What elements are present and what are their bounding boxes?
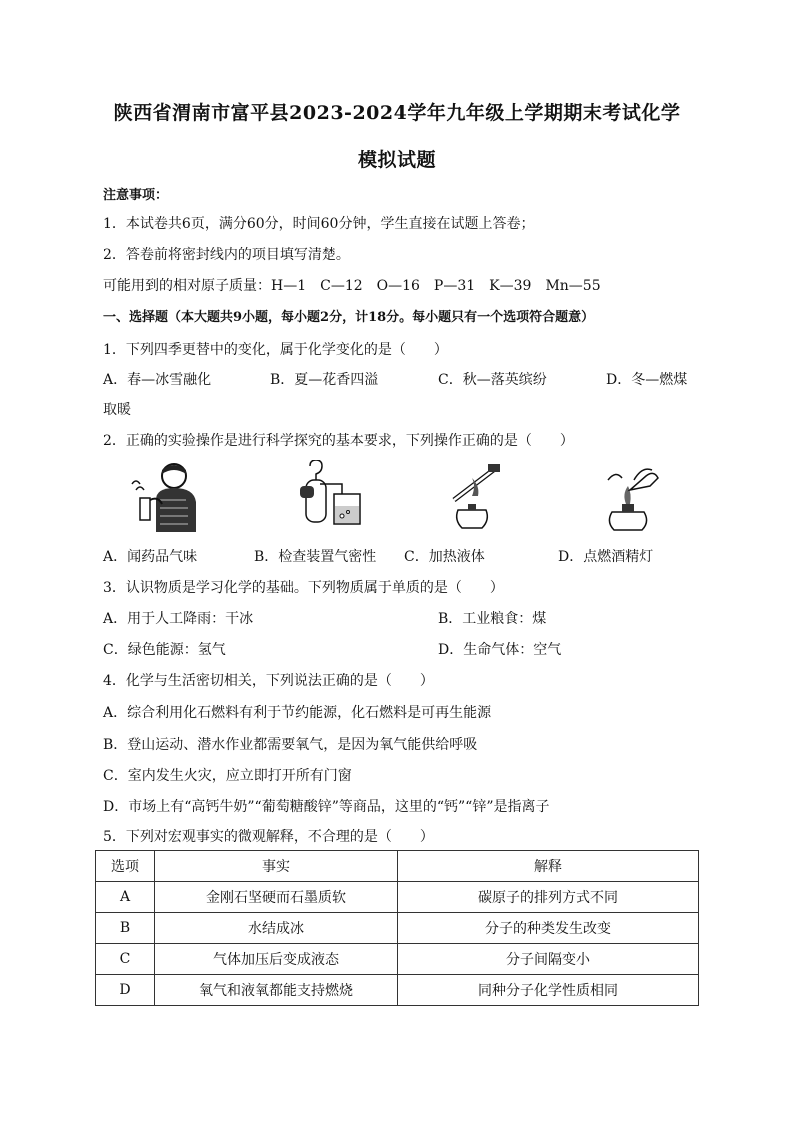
table-cell: C xyxy=(96,944,155,975)
table-cell: 分子的种类发生改变 xyxy=(398,913,699,944)
table-cell: 同种分子化学性质相同 xyxy=(398,975,699,1006)
table-cell: 水结成冰 xyxy=(155,913,398,944)
question-3-stem: 3．认识物质是学习化学的基础。下列物质属于单质的是（ ） xyxy=(103,580,504,596)
question-4-option-a: A．综合利用化石燃料有利于节约能源，化石燃料是可再生能源 xyxy=(103,705,492,721)
table-cell: D xyxy=(96,975,155,1006)
table-row xyxy=(96,975,699,1006)
question-2-option-a: A．闻药品气味 xyxy=(103,549,198,565)
table-cell: B xyxy=(96,913,155,944)
question-2-option-c: C．加热液体 xyxy=(404,549,485,565)
question-4-stem: 4．化学与生活密切相关，下列说法正确的是（ ） xyxy=(103,673,434,689)
question-2-option-b: B．检查装置气密性 xyxy=(254,549,377,565)
question-3-option-b: B．工业粮食：煤 xyxy=(438,611,547,627)
heat-liquid-figure xyxy=(432,460,512,532)
table-header-cell: 选项 xyxy=(96,851,155,882)
table-cell: 分子间隔变小 xyxy=(398,944,699,975)
table-cell: 碳原子的排列方式不同 xyxy=(398,882,699,913)
question-1-option-c: C．秋—落英缤纷 xyxy=(438,372,547,388)
airtightness-check-figure xyxy=(290,460,370,532)
table-cell: 金刚石坚硬而石墨质软 xyxy=(155,882,398,913)
question-3-option-a: A．用于人工降雨：干冰 xyxy=(103,611,254,627)
table-row xyxy=(96,913,699,944)
question-3-option-d: D．生命气体：空气 xyxy=(438,642,562,658)
question-1-option-d: D．冬—燃煤 xyxy=(606,372,688,388)
smell-chemical-figure xyxy=(126,460,206,532)
table-cell: 气体加压后变成液态 xyxy=(155,944,398,975)
notes-item-1: 1．本试卷共6页，满分60分，时间60分钟，学生直接在试题上答卷； xyxy=(103,216,535,232)
question-4-option-d: D．市场上有“高钙牛奶”“葡萄糖酸锌”等商品，这里的“钙”“锌”是指离子 xyxy=(103,799,550,815)
table-header-row xyxy=(96,851,699,882)
question-5-table xyxy=(95,850,699,1006)
atomic-mass-line: 可能用到的相对原子质量：H—1 C—12 O—16 P—31 K—39 Mn—55 xyxy=(103,278,601,294)
section-heading: 一、选择题（本大题共9小题，每小题2分，计18分。每小题只有一个选项符合题意） xyxy=(103,310,595,325)
question-1-stem: 1．下列四季更替中的变化，属于化学变化的是（ ） xyxy=(103,342,448,358)
question-2-option-d: D．点燃酒精灯 xyxy=(558,549,654,565)
table-cell: 氧气和液氧都能支持燃烧 xyxy=(155,975,398,1006)
question-4-option-c: C．室内发生火灾，应立即打开所有门窗 xyxy=(103,768,352,784)
table-row xyxy=(96,882,699,913)
table-cell: A xyxy=(96,882,155,913)
notes-heading: 注意事项： xyxy=(103,188,169,203)
question-5-stem: 5．下列对宏观事实的微观解释，不合理的是（ ） xyxy=(103,829,434,845)
table-row xyxy=(96,944,699,975)
question-1-option-b: B．夏—花香四溢 xyxy=(270,372,379,388)
table-header-cell: 事实 xyxy=(155,851,398,882)
question-4-option-b: B．登山运动、潜水作业都需要氧气，是因为氧气能供给呼吸 xyxy=(103,737,478,753)
question-3-option-c: C．绿色能源：氢气 xyxy=(103,642,226,658)
light-alcohol-lamp-figure xyxy=(588,460,668,532)
exam-title: 陕西省渭南市富平县2023-2024学年九年级上学期期末考试化学 xyxy=(113,102,681,124)
exam-subtitle: 模拟试题 xyxy=(357,149,436,171)
question-1-option-d-continued: 取暖 xyxy=(103,402,131,418)
notes-item-2: 2．答卷前将密封线内的项目填写清楚。 xyxy=(103,247,350,263)
question-2-stem: 2．正确的实验操作是进行科学探究的基本要求，下列操作正确的是（ ） xyxy=(103,433,574,449)
table-header-cell: 解释 xyxy=(398,851,699,882)
question-1-option-a: A．春—冰雪融化 xyxy=(103,372,212,388)
